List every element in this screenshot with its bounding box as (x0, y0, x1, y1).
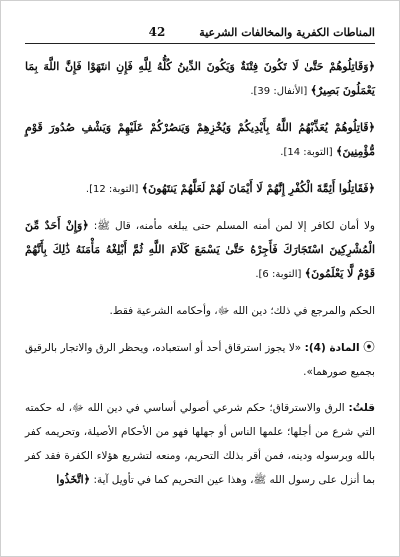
quran-verse: ﴿وَإِنْ أَحَدٌ مِّنَ الْمُشْرِكِينَ اسْتَجَارَكَ فَأَجِرْهُ حَتَّىٰ يَسْمَعَ كَلَامَ اللَّهِ ثُمَّ أَبْلِغْهُ مَأْمَنَهُ ذَٰلِكَ بِأَنَّهُمْ قَوْمٌ لَّا يَعْلَمُونَ﴾ (25, 219, 375, 280)
paragraph-article-4 (25, 335, 375, 384)
commentary-text: الرق والاسترقاق؛ حكم شرعي أصولي أساسي في دين الله ﷻ، له حكمته التي شرع من أجلها؛ علمها الناس أو جهلها فهو من الأحكام الأصيلة، وتحريمه كفر بالله وبرسوله ودينه، فمن أقر بذلك التحريم، ومنعه لتشريع هؤلاء الكفرة فقد كفر بما أنزل على رسول الله ﷺ، وهذا عين التحريم كما في تأويل آية: (25, 402, 375, 486)
paragraph-tawbah-14 (25, 116, 375, 165)
running-header (25, 23, 375, 41)
paragraph-ruling (25, 299, 375, 323)
page-body (25, 55, 375, 504)
paragraph-tawbah-12 (25, 177, 375, 202)
header-rule (25, 43, 375, 44)
page-number: 42 (148, 25, 166, 39)
verse-reference: [التوبة: 12]. (85, 184, 139, 195)
quran-verse: ﴿وَقَاتِلُوهُمْ حَتَّىٰ لَا تَكُونَ فِتْنَةٌ وَيَكُونَ الدِّينُ كُلُّهُ لِلَّهِ فَإِنِ انتَهَوْا فَإِنَّ اللَّهَ بِمَا يَعْمَلُونَ بَصِيرٌ﴾ (25, 60, 375, 97)
paragraph-anfal-39 (25, 55, 375, 104)
bullet-icon: ⦿ (362, 340, 375, 354)
verse-reference: [الأنفال: 39]. (250, 86, 308, 97)
paragraph-aman (25, 214, 375, 287)
quran-verse: ﴿قَاتِلُوهُمْ يُعَذِّبْهُمُ اللَّهُ بِأَيْدِيكُمْ وَيُخْزِهِمْ وَيَنصُرْكُمْ عَلَيْهِمْ وَيَشْفِ صُدُورَ قَوْمٍ مُّؤْمِنِينَ﴾ (25, 121, 375, 158)
body-text: الحكم والمرجع في ذلك؛ دين الله ﷻ، وأحكامه الشرعية فقط. (109, 305, 375, 317)
verse-reference: [التوبة: 6]. (255, 269, 302, 280)
book-title: المناطات الكفرية والمخالفات الشرعية (199, 25, 375, 39)
article-label: المادة (4): (304, 342, 360, 354)
quran-verse: ﴿فَقَاتِلُوا أَئِمَّةَ الْكُفْرِ إِنَّهُمْ لَا أَيْمَانَ لَهُمْ لَعَلَّهُمْ يَنتَهُونَ﴾ (141, 182, 375, 195)
body-text: ولا أمان لكافر إلا لمن أمنه المسلم حتى يبلغه مأمنه، قال ﷺ: (93, 220, 376, 232)
paragraph-commentary (25, 396, 375, 492)
commentary-label: قلتُ: (348, 402, 375, 414)
quran-verse: ﴿اتَّخَذُوا (56, 473, 91, 486)
verse-reference: [التوبة: 14]. (280, 147, 333, 158)
article-text: «لا يجوز استرقاق أحد أو استعباده، ويحظر الرق والاتجار بالرقيق بجميع صورهما». (25, 342, 375, 378)
